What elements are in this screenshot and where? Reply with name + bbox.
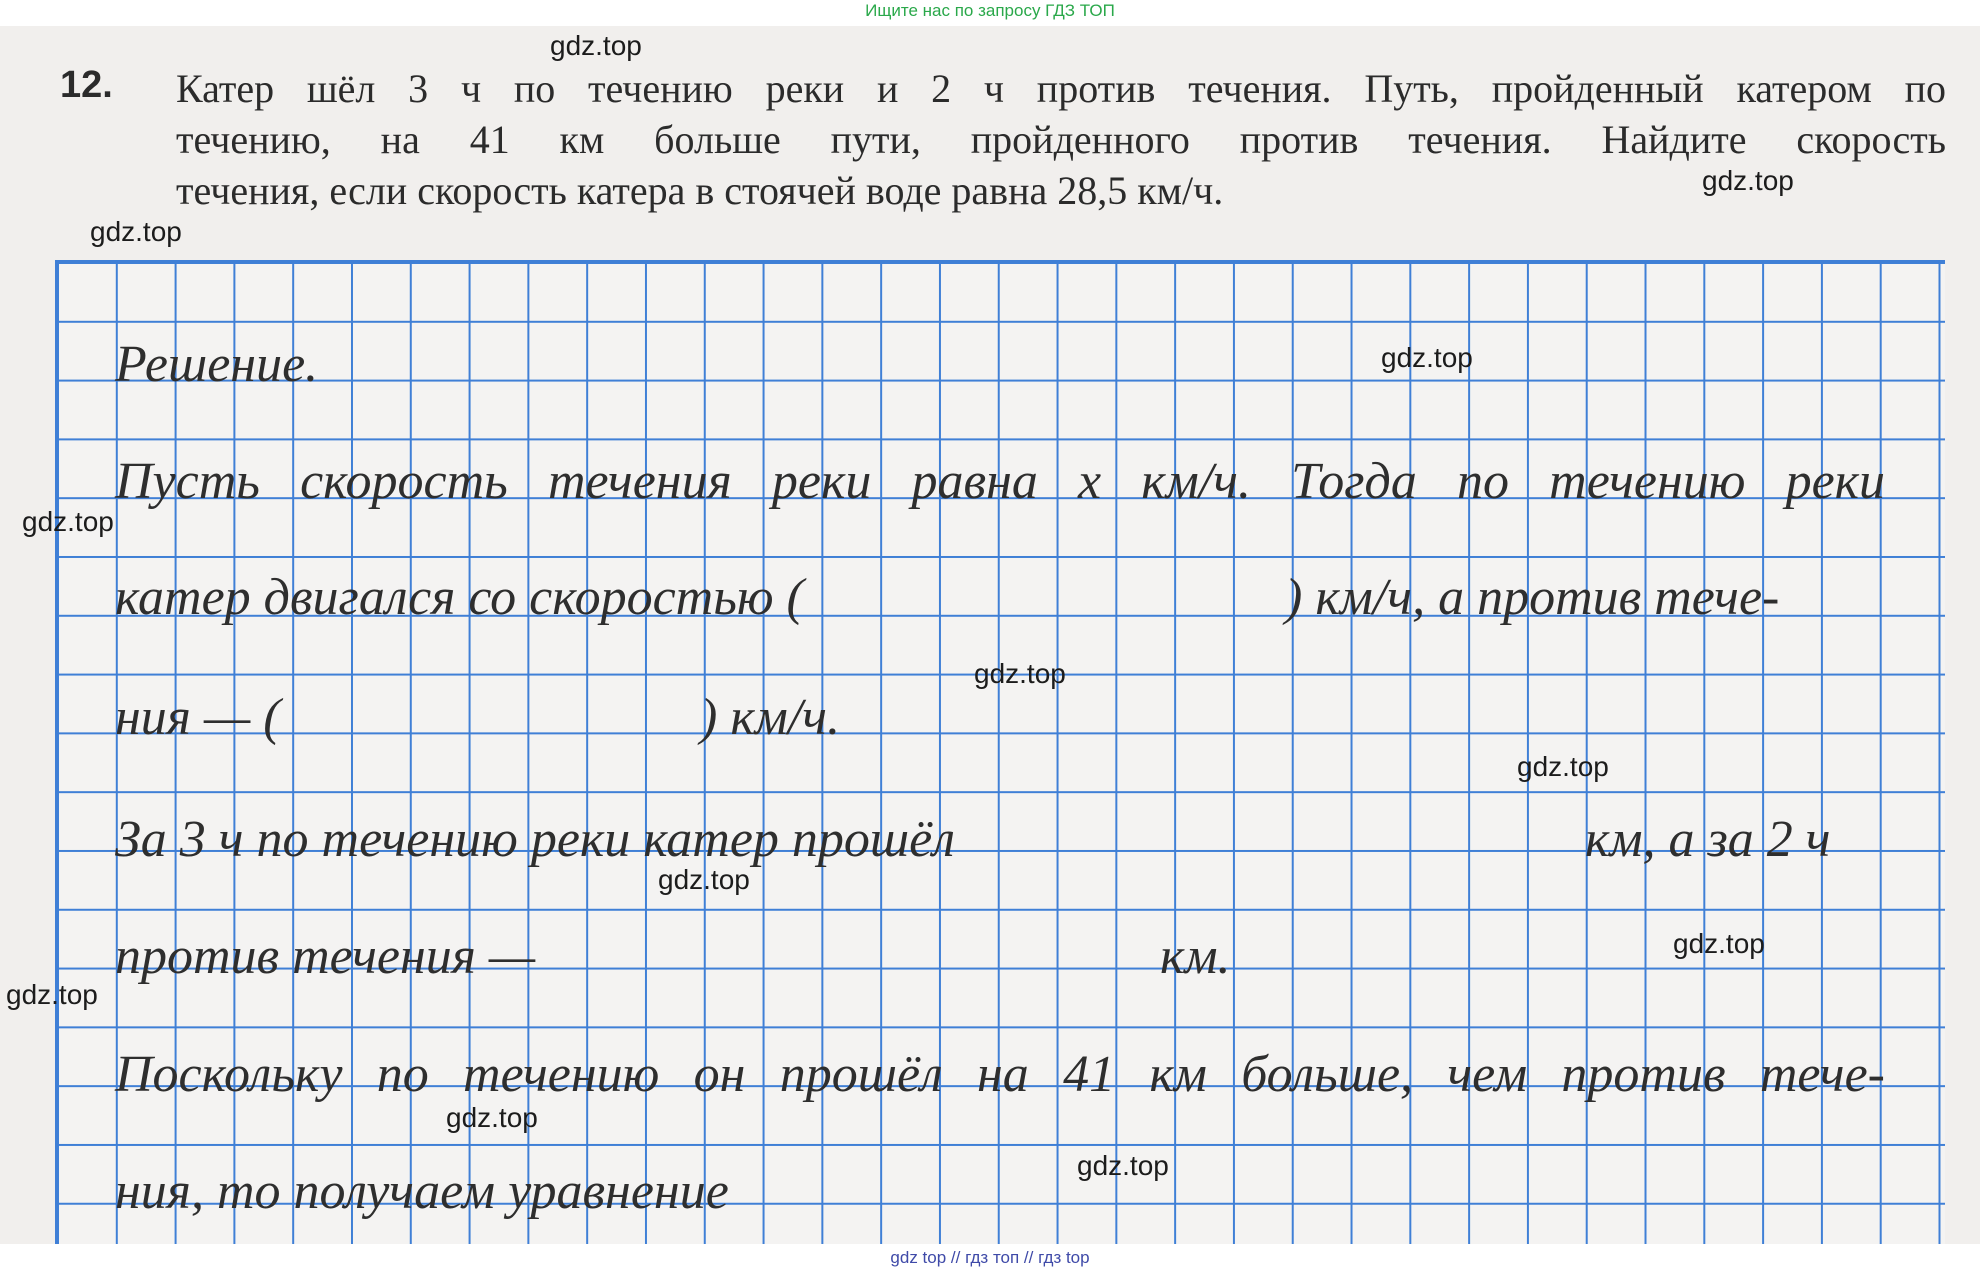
- solution-line-7: ния, то получаем уравнение: [115, 1163, 729, 1220]
- top-banner[interactable]: Ищите нас по запросу ГДЗ ТОП: [0, 0, 1980, 26]
- watermark: gdz.top: [1702, 165, 1794, 196]
- watermark: gdz.top: [658, 864, 750, 895]
- task-number: 12.: [60, 64, 113, 106]
- task-text-line-3: течения, если скорость катера в стоячей воде равна 28,5 км/ч.: [176, 168, 1224, 213]
- watermark: gdz.top: [1517, 751, 1609, 782]
- solution-line-1: Пусть скорость течения реки равна x км/ч. Тогда по течению реки: [115, 453, 1885, 510]
- task-text-line-2: течению, на 41 км больше пути, пройденного против течения. Найдите скорость: [176, 117, 1946, 162]
- solution-line-2-end: ) км/ч, а против тече-: [1285, 569, 1780, 626]
- watermark: gdz.top: [90, 216, 182, 247]
- watermark: gdz.top: [550, 30, 642, 61]
- solution-line-4-start: За 3 ч по течению реки катер прошёл: [115, 811, 955, 868]
- solution-line-3-start: ния — (: [115, 689, 281, 746]
- watermark: gdz.top: [22, 506, 114, 537]
- watermark: gdz.top: [1381, 342, 1473, 373]
- watermark: gdz.top: [446, 1102, 538, 1133]
- watermark: gdz.top: [974, 658, 1066, 689]
- task-text-line-1: Катер шёл 3 ч по течению реки и 2 ч против течения. Путь, пройденный катером по: [176, 66, 1946, 111]
- solution-line-3-end: ) км/ч.: [700, 689, 841, 746]
- watermark: gdz.top: [6, 979, 98, 1010]
- solution-line-4-end: км, а за 2 ч: [1585, 811, 1831, 868]
- solution-heading: Решение.: [115, 336, 319, 393]
- watermark: gdz.top: [1673, 928, 1765, 959]
- solution-line-6: Поскольку по течению он прошёл на 41 км больше, чем против тече-: [115, 1046, 1885, 1103]
- bottom-banner[interactable]: gdz top // гдз топ // гдз top: [0, 1244, 1980, 1273]
- watermark: gdz.top: [1077, 1150, 1169, 1181]
- solution-line-5-start: против течения —: [115, 928, 536, 985]
- solution-line-5-end: км.: [1160, 928, 1231, 985]
- solution-line-2-start: катер двигался со скоростью (: [115, 569, 804, 626]
